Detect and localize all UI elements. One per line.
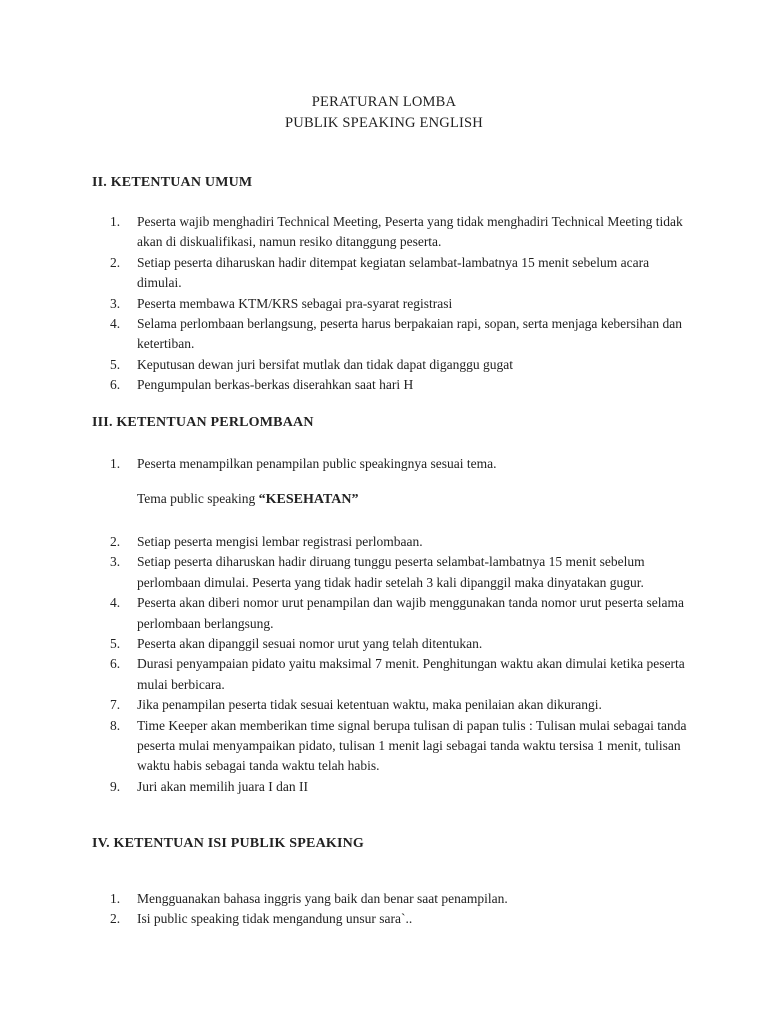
list-item-text: Setiap peserta diharuskan hadir ditempat kegiatan selambat-lambatnya 15 menit sebelum acara dimulai. bbox=[137, 254, 650, 291]
list-item-number: 7. bbox=[110, 697, 121, 713]
list-item-text: Peserta akan dipanggil sesuai nomor urut yang telah ditentukan. bbox=[137, 636, 483, 652]
list-item bbox=[92, 593, 692, 634]
list-item-text: Selama perlombaan berlangsung, peserta harus berpakaian rapi, sopan, serta menjaga kebersihan dan ketertiban. bbox=[137, 316, 683, 352]
list-item-text: Peserta akan diberi nomor urut penampilan dan wajib menggunakan tanda nomor urut peserta selama perlombaan berlangsung. bbox=[137, 595, 684, 631]
list-item-text: Keputusan dewan juri bersifat mutlak dan tidak dapat diganggu gugat bbox=[137, 356, 514, 372]
section-heading-ketentuan-perlombaan: III. KETENTUAN PERLOMBAAN bbox=[92, 415, 314, 430]
list-item-number: 9. bbox=[110, 778, 121, 794]
list-item-text: Peserta membawa KTM/KRS sebagai pra-syarat registrasi bbox=[137, 295, 453, 311]
list-item-text: Juri akan memilih juara I dan II bbox=[137, 778, 308, 794]
list-item bbox=[92, 909, 692, 929]
list-item-number: 3. bbox=[110, 295, 121, 311]
list-item bbox=[92, 314, 692, 355]
section-heading-ketentuan-isi: IV. KETENTUAN ISI PUBLIK SPEAKING bbox=[92, 836, 365, 851]
document-title bbox=[0, 92, 768, 134]
section-heading-ketentuan-umum: II. KETENTUAN UMUM bbox=[92, 175, 253, 190]
list-item bbox=[92, 375, 692, 395]
list-item-number: 2. bbox=[110, 911, 121, 927]
list-item-number: 6. bbox=[110, 377, 121, 393]
list-item-number: 8. bbox=[110, 717, 121, 733]
list-item-number: 4. bbox=[110, 595, 121, 611]
list-item-number: 4. bbox=[110, 316, 121, 332]
list-ketentuan-perlombaan-first bbox=[92, 454, 692, 474]
list-item bbox=[92, 552, 692, 593]
list-item-text: Setiap peserta mengisi lembar registrasi perlombaan. bbox=[137, 534, 423, 549]
title-line-1: PERATURAN LOMBA bbox=[311, 94, 457, 110]
list-item bbox=[92, 889, 692, 909]
list-item-text: Time Keeper akan memberikan time signal berupa tulisan di papan tulis : Tulisan mulai sebagai tanda peserta mulai menyampaikan pidato, tulisan 1 menit lagi sebagai tanda waktu tersisa 1 menit, tulisan waktu habis sebagai tanda waktu telah habis. bbox=[137, 717, 687, 774]
list-item bbox=[92, 777, 692, 797]
list-item-text: Setiap peserta diharuskan hadir diruang tunggu peserta selambat-lambatnya 15 menit sebelum perlombaan dimulai. Peserta yang tidak hadir setelah 3 kali dipanggil maka dinyatakan gugur. bbox=[137, 554, 645, 590]
list-item bbox=[92, 253, 692, 294]
theme-value: “KESEHATAN” bbox=[258, 492, 359, 507]
theme-line bbox=[137, 491, 359, 508]
list-item-text: Peserta menampilkan penampilan public speakingnya sesuai tema. bbox=[137, 456, 497, 471]
list-item-number: 3. bbox=[110, 554, 121, 570]
list-ketentuan-umum bbox=[92, 212, 692, 396]
list-item-number: 1. bbox=[110, 456, 121, 471]
list-item-text: Peserta wajib menghadiri Technical Meeting, Peserta yang tidak menghadiri Technical Meeting tidak akan di diskualifikasi, namun resiko ditanggung peserta. bbox=[137, 214, 683, 250]
list-ketentuan-perlombaan bbox=[92, 532, 692, 797]
list-item-number: 5. bbox=[110, 356, 121, 372]
list-item bbox=[92, 654, 692, 695]
list-item-text: Mengguanakan bahasa inggris yang baik dan benar saat penampilan. bbox=[137, 891, 508, 906]
list-item-number: 2. bbox=[110, 254, 121, 270]
theme-label: Tema public speaking bbox=[137, 491, 259, 506]
list-item bbox=[92, 294, 692, 314]
list-item-text: Jika penampilan peserta tidak sesuai ketentuan waktu, maka penilaian akan dikurangi. bbox=[137, 697, 602, 713]
list-item-text: Pengumpulan berkas-berkas diserahkan saat hari H bbox=[137, 377, 414, 393]
list-item-number: 1. bbox=[110, 214, 121, 229]
list-item-number: 6. bbox=[110, 656, 121, 672]
list-item bbox=[92, 634, 692, 654]
list-item-number: 2. bbox=[110, 534, 121, 549]
list-ketentuan-isi bbox=[92, 889, 692, 930]
list-item-number: 5. bbox=[110, 636, 121, 652]
list-item bbox=[92, 454, 692, 474]
list-item-number: 1. bbox=[110, 891, 121, 906]
title-line-2: PUBLIK SPEAKING ENGLISH bbox=[285, 115, 483, 131]
list-item bbox=[92, 212, 692, 253]
list-item-text: Isi public speaking tidak mengandung unsur sara`.. bbox=[137, 911, 413, 927]
list-item bbox=[92, 716, 692, 777]
list-item bbox=[92, 695, 692, 715]
list-item bbox=[92, 355, 692, 375]
list-item bbox=[92, 532, 692, 552]
list-item-text: Durasi penyampaian pidato yaitu maksimal 7 menit. Penghitungan waktu akan dimulai ketika peserta mulai berbicara. bbox=[137, 656, 685, 692]
